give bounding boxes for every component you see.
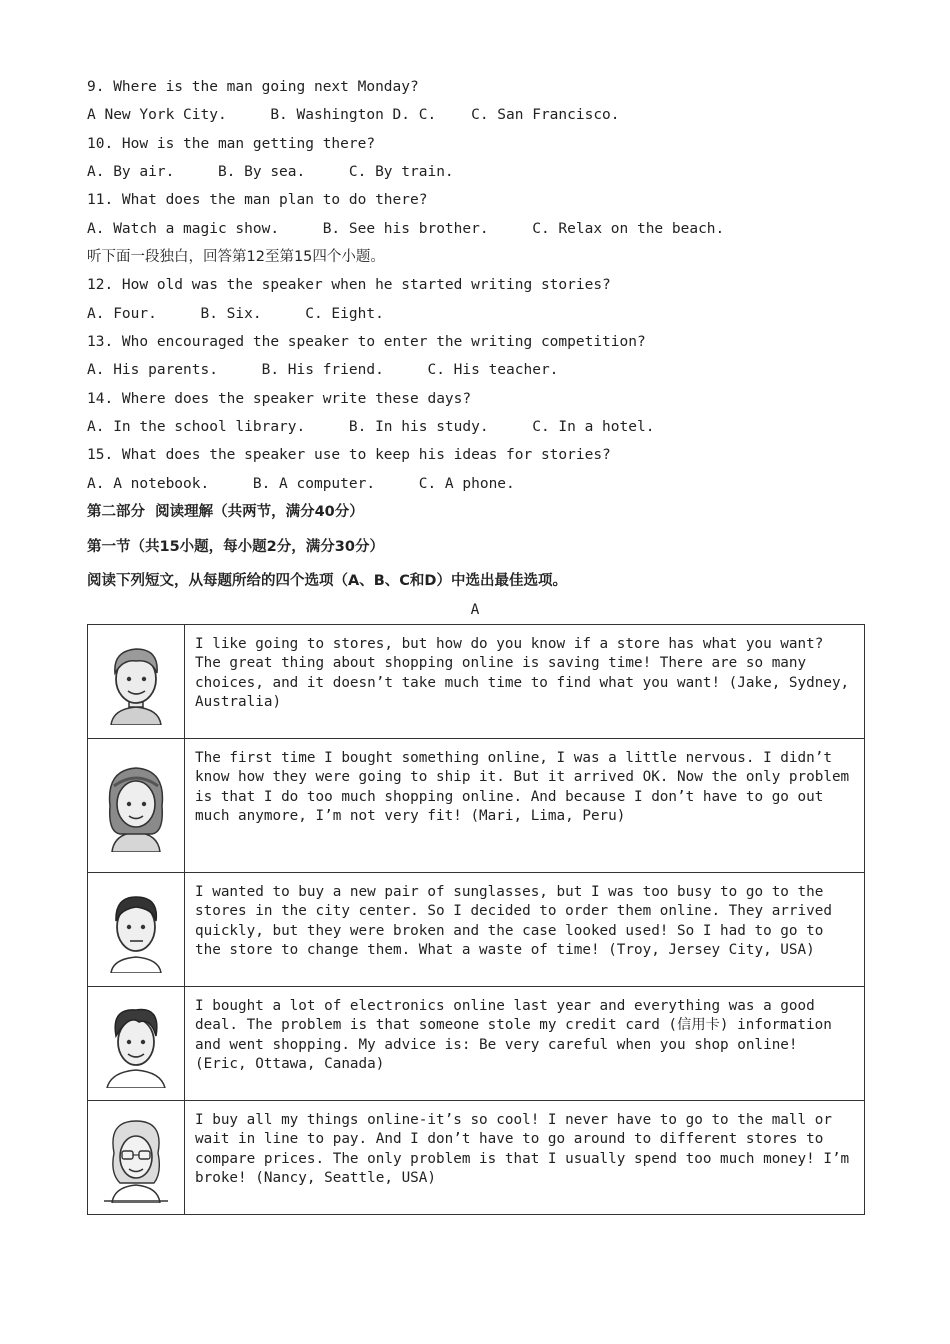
portrait-cell (88, 739, 185, 873)
question-14-options: A. In the school library. B. In his study. C. In a hotel. (87, 419, 655, 435)
question-13-options: A. His parents. B. His friend. C. His teacher. (87, 362, 559, 378)
question-14: 14. Where does the speaker write these days? (87, 391, 472, 407)
question-12: 12. How old was the speaker when he started writing stories? (87, 277, 611, 293)
passage-label: A (470, 602, 480, 618)
comment-text: The first time I bought something online, I was a little nervous. I didn’t know how they were going to ship it. But it arrived OK. Now the only problem is that I do too much shopping online. And because I don’t have to go out much anymore, I’m not very fit! (Mari, Lima, Peru) (185, 739, 865, 873)
portrait-cell (88, 625, 185, 739)
question-12-options: A. Four. B. Six. C. Eight. (87, 306, 384, 322)
question-11-options: A. Watch a magic show. B. See his brother. C. Relax on the beach. (87, 221, 725, 237)
young-man-portrait-icon (101, 1000, 171, 1088)
comment-text: I buy all my things online-it’s so cool! I never have to go to the mall or wait in line to pay. And I don’t have to go around to different stores to compare prices. The only problem is that I usually spend too much money! I’m broke! (Nancy, Seattle, USA) (185, 1101, 865, 1215)
boy-portrait-icon (101, 639, 171, 725)
comment-row-mari (88, 739, 865, 873)
question-15-options: A. A notebook. B. A computer. C. A phone. (87, 476, 515, 492)
comment-text: I wanted to buy a new pair of sunglasses, but I was too busy to go to the stores in the city center. So I decided to order them online. They arrived quickly, but they were broken and the case looked used! So I had to go to the store to change them. What a waste of time! (Troy, Jersey City, USA) (185, 873, 865, 987)
question-9: 9. Where is the man going next Monday? (87, 79, 419, 95)
question-9-options: A New York City. B. Washington D. C. C. San Francisco. (87, 107, 620, 123)
question-13: 13. Who encouraged the speaker to enter the writing competition? (87, 334, 646, 350)
comment-row-troy (88, 873, 865, 987)
comments-table (87, 624, 865, 1215)
comment-row-eric (88, 987, 865, 1101)
question-15: 15. What does the speaker use to keep his ideas for stories? (87, 447, 611, 463)
reading-instruction: 阅读下列短文，从每题所给的四个选项（A、B、C和D）中选出最佳选项。 (87, 573, 567, 589)
man-portrait-icon (103, 887, 169, 973)
monologue-instruction: 听下面一段独白，回答第12至第15四个小题。 (87, 249, 385, 265)
comment-row-nancy (88, 1101, 865, 1215)
girl-portrait-icon (100, 760, 172, 852)
portrait-cell (88, 1101, 185, 1215)
question-11: 11. What does the man plan to do there? (87, 192, 428, 208)
woman-glasses-portrait-icon (98, 1113, 174, 1203)
comment-text: I bought a lot of electronics online last year and everything was a good deal. The problem is that someone stole my credit card (信用卡) information and went shopping. My advice is: Be very careful when you shop online! (Eric, Ottawa, Canada) (185, 987, 865, 1101)
part2-heading: 第二部分 阅读理解（共两节，满分40分） (87, 504, 364, 520)
question-10-options: A. By air. B. By sea. C. By train. (87, 164, 454, 180)
comment-text: I like going to stores, but how do you know if a store has what you want? The great thing about shopping online is saving time! There are so many choices, and it doesn’t take much time to find what you want! (Jake, Sydney, Australia) (185, 625, 865, 739)
portrait-cell (88, 873, 185, 987)
comment-row-jake (88, 625, 865, 739)
section1-heading: 第一节（共15小题，每小题2分，满分30分） (87, 539, 384, 555)
portrait-cell (88, 987, 185, 1101)
question-10: 10. How is the man getting there? (87, 136, 376, 152)
